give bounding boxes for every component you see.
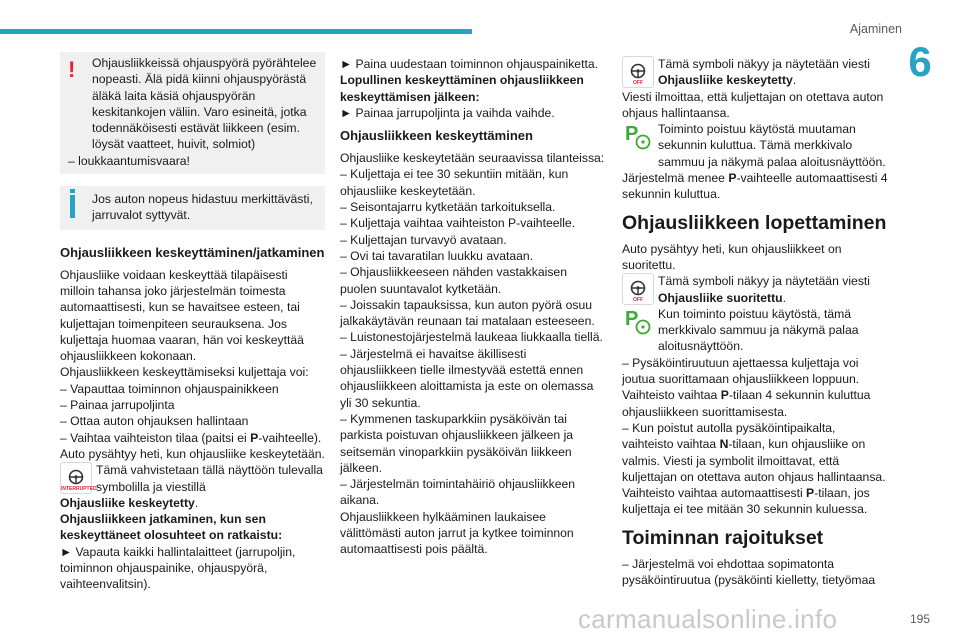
paragraph: Auto pysähtyy heti, kun ohjausliike keskeytetään.	[60, 446, 325, 461]
list-item: – Ovi tai tavaratilan luukku avataan.	[340, 248, 534, 263]
bold-line: Lopullinen keskeyttäminen ohjausliikkeen keskeyttämisen jälkeen:	[340, 73, 584, 104]
warning-box	[60, 52, 325, 174]
paragraph: – Pysäköintiruutuun ajettaessa kuljettaja voi joutua suorittamaan ohjausliikkeen loppuun. Vaihteisto vaihtaa P-tilaan 4 sekunnin kuluttua ohjausliikkeen suorittamisesta.	[622, 355, 871, 419]
warning-text-end: – loukkaantumisvaara!	[68, 153, 190, 168]
icon-tag: OFF	[633, 297, 643, 304]
green-p-steering-icon	[622, 121, 654, 153]
paragraph: Ohjausliike voidaan keskeyttää tilapäisesti milloin tahansa joko järjestelmän toimesta automaattisesti, kun se havaitsee esteen, tai kuljettajan toimenpiteen seurauksena. Jos kuljettaja huomaa vaaran, hän voi keskeyttää ohjausliikkeen kokonaan.	[60, 267, 304, 364]
header-accent-bar	[0, 29, 472, 34]
symbol-text: Tämä vahvistetaan tällä näyttöön tulevalla symbolilla ja viestillä	[96, 463, 323, 494]
warning-text: Ohjausliikkeissä ohjauspyörä pyörähtelee nopeasti. Älä pidä kiinni ohjauspyörästä äläkä laita käsiä ohjauspyörän keskitankojen väliin. Varo esineitä, jotka todennäköisesti estävät liikkeen (esim. löysät vaatteet, huivit, solmiot)	[92, 56, 317, 152]
symbol-row	[622, 121, 890, 170]
symbol-row	[622, 273, 890, 306]
paragraph: – Järjestelmä voi ehdottaa sopimatonta pysäköintiruutua (pysäköinti kielletty, tietyömaa	[622, 556, 876, 588]
list-item: – Kuljettajan turvavyö avataan.	[340, 232, 507, 247]
paragraph: Ohjausliikkeen hylkääminen laukaisee välittömästi auton jarrut ja kytkee toiminnon automaattisesti pois päältä.	[340, 509, 574, 557]
step: ► Paina uudestaan toiminnon ohjauspainiketta.	[340, 57, 599, 71]
paragraph: Ohjausliike keskeytetään seuraavissa tilanteissa:	[340, 151, 605, 166]
paragraph: Viesti ilmoittaa, että kuljettajan on otettava auton ohjaus hallintaansa.	[622, 89, 884, 120]
paragraph: Järjestelmä menee P-vaihteelle automaattisesti 4 sekunnin kuluttua.	[622, 171, 888, 202]
watermark: carmanualsonline.info	[578, 604, 838, 634]
heading-finish: Ohjausliikkeen lopettaminen	[622, 211, 887, 234]
paragraph: Ohjausliikkeen keskeyttämiseksi kuljettaja voi:	[60, 365, 309, 380]
step: ► Vapauta kaikki hallintalaitteet (jarrupoljin, toiminnon ohjauspainike, ohjauspyörä, vaihteenvalitsin).	[60, 544, 296, 592]
heading-cancel: Ohjausliikkeen keskeyttäminen	[340, 128, 533, 144]
icon-tag: INTERRUPTED	[61, 486, 97, 493]
list-item: – Painaa jarrupoljinta	[60, 398, 175, 413]
steering-wheel-interrupted-icon	[60, 462, 97, 494]
list-item: – Ohjausliikkeeseen nähden vastakkaisen puolen suuntavalot kytketään.	[340, 265, 567, 296]
paragraph: Auto pysähtyy heti, kun ohjausliikkeet on suoritettu.	[622, 241, 842, 272]
list-item: – Luistonestojärjestelmä laukeaa liukkaalla tiellä.	[340, 330, 603, 345]
list-item: – Järjestelmän toimintahäiriö ohjausliikkeen aikana.	[340, 477, 576, 508]
chapter-number: 6	[908, 38, 932, 85]
list-item: – Kymmenen taskuparkkiin pysäköivän tai parkista poistuvan ohjausliikkeen jälkeen ja seitsemän vinoparkkiin pysäköivän liikkeen jälkeen.	[340, 411, 574, 475]
page-number: 195	[909, 612, 930, 626]
symbol-row	[622, 306, 890, 355]
list-item: – Kuljettaja ei tee 30 sekuntiin mitään, kun ohjausliike keskeytetään.	[340, 167, 569, 198]
symbol-row	[60, 462, 325, 495]
list-item: – Kuljettaja vaihtaa vaihteiston P-vaihteelle.	[340, 216, 576, 231]
symbol-text: Tämä symboli näkyy ja näytetään viesti Ohjausliike suoritettu.	[658, 274, 871, 305]
svg-text:P: P	[625, 307, 639, 330]
warning-exclamation-icon: !	[68, 57, 76, 82]
section-title: Ajaminen	[849, 22, 902, 36]
symbol-text: Kun toiminto poistuu käytöstä, tämä merkkivalo sammuu ja näkymä palaa aloitusnäyttöön.	[658, 306, 859, 354]
info-box	[60, 186, 325, 230]
list-item: – Vapauttaa toiminnon ohjauspainikkeen	[60, 381, 279, 396]
heading-limitations: Toiminnan rajoitukset	[622, 526, 824, 549]
column-1	[60, 52, 325, 593]
list-item: – Seisontajarru kytketään tarkoituksella.	[340, 200, 556, 215]
symbol-text-cont: Ohjausliike keskeytetty.	[60, 495, 199, 510]
column-3	[622, 56, 890, 588]
symbol-text: Tämä symboli näkyy ja näytetään viesti Ohjausliike keskeytetty.	[658, 57, 871, 88]
steering-wheel-off-icon	[622, 56, 654, 88]
step: ► Painaa jarrupoljinta ja vaihda vaihde.	[340, 105, 555, 120]
list-item: – Ottaa auton ohjauksen hallintaan	[60, 414, 249, 429]
info-icon	[70, 195, 75, 218]
paragraph: – Kun poistut autolla pysäköintipaikalta, vaihteisto vaihtaa N-tilaan, kun ohjausliike on valmis. Viesti ja symbolit ilmoittavat, että kuljettajan on otettava auton ohjaus hallintaansa. Vaihteisto vaihtaa automaattisesti P-tilaan, jos kuljettaja ei tee mitään 30 sekunnin kuluessa.	[622, 420, 886, 517]
info-text: Jos auton nopeus hidastuu merkittävästi, jarruvalot syttyvät.	[92, 192, 313, 223]
svg-text:P: P	[625, 123, 639, 146]
heading-interrupt-resume: Ohjausliikkeen keskeyttäminen/jatkaminen	[60, 244, 325, 260]
green-p-steering-icon	[622, 306, 654, 338]
list-item: – Vaihtaa vaihteiston tilaa (paitsi ei P-vaihteelle).	[60, 430, 322, 445]
symbol-text: Toiminto poistuu käytöstä muutaman sekunnin kuluttua. Tämä merkkivalo sammuu ja näkymä palaa aloitusnäyttöön.	[658, 122, 886, 169]
bold-heading: Ohjausliikkeen jatkaminen, kun sen keskeyttäneet olosuhteet on ratkaistu:	[60, 512, 283, 543]
symbol-row	[622, 56, 890, 89]
list-item: – Järjestelmä ei havaitse äkillisesti ohjausliikkeen tielle ilmestyvää estettä ennen ohjausliikkeen aloittamista ja este on olemassa yli 30 sekuntia.	[340, 346, 594, 410]
steering-wheel-off-icon	[622, 273, 654, 305]
icon-tag: OFF	[633, 80, 643, 86]
list-item: – Joissakin tapauksissa, kun auton pyörä osuu jalkakäytävän reunaan tai matalaan esteeseen.	[340, 297, 595, 329]
column-2	[340, 56, 606, 558]
